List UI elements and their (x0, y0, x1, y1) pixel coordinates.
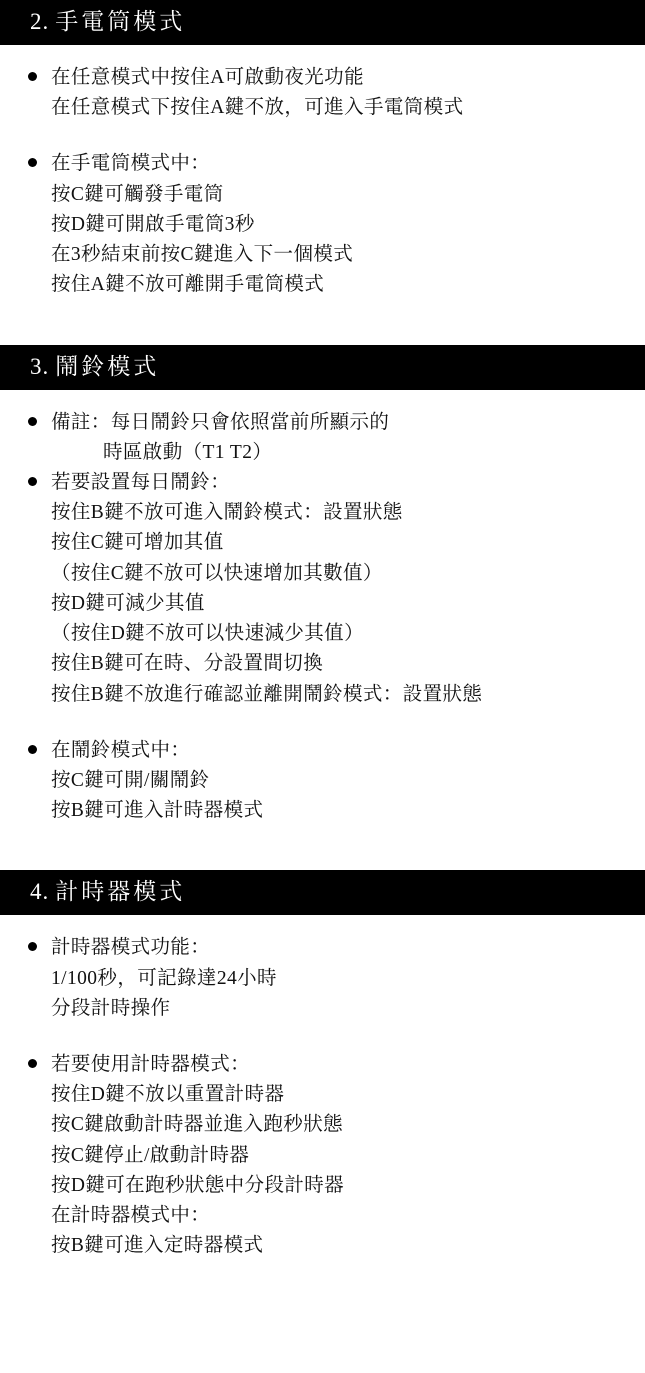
body-line: 按住C鍵可增加其值 (51, 532, 224, 554)
bullet-lines (51, 933, 627, 1024)
body-line: 在計時器模式中： (51, 1205, 211, 1227)
body-line: 按C鍵可觸發手電筒 (51, 183, 224, 205)
body-line: 在鬧鈴模式中： (51, 739, 191, 761)
bullet-lines (51, 468, 627, 710)
body-line: 按D鍵可開啟手電筒3秒 (51, 213, 255, 235)
bullet-group (28, 736, 627, 827)
section-header (0, 870, 645, 915)
section-stopwatch-mode (0, 870, 645, 1277)
bullet-lines (51, 1050, 627, 1262)
bullet-lines (51, 149, 627, 300)
body-line: 按C鍵停止/啟動計時器 (51, 1144, 250, 1166)
bullet-lines (51, 736, 627, 827)
body-line: 時區啟動（T1 T2） (103, 441, 273, 463)
section-number: 2. (30, 9, 50, 34)
section-header (0, 345, 645, 390)
body-line: 在3秒結束前按C鍵進入下一個模式 (51, 244, 354, 266)
body-line: 按住A鍵不放可離開手電筒模式 (51, 274, 325, 296)
body-line: 若要設置每日鬧鈴： (51, 471, 231, 493)
section-title: 計時器模式 (55, 879, 186, 905)
bullet-dot-icon (28, 1059, 37, 1068)
section-flashlight-mode (0, 0, 645, 345)
section-body (0, 915, 645, 1277)
section-header (0, 0, 645, 45)
bullet-group (28, 408, 627, 468)
body-line: 1/100秒，可記錄達24小時 (51, 967, 277, 989)
bullet-dot-icon (28, 158, 37, 167)
section-body (0, 45, 645, 345)
body-line: 按住D鍵不放以重置計時器 (51, 1084, 285, 1106)
section-number: 4. (30, 879, 50, 905)
bullet-group (28, 1050, 627, 1262)
bullet-dot-icon (28, 942, 37, 951)
body-line: （按住C鍵不放可以快速增加其數值） (51, 562, 383, 584)
body-line: 按C鍵啟動計時器並進入跑秒狀態 (51, 1114, 344, 1136)
section-title: 手電筒模式 (55, 9, 186, 34)
bullet-dot-icon (28, 417, 37, 426)
body-line: 分段計時操作 (51, 997, 171, 1019)
body-line: 備註：每日鬧鈴只會依照當前所顯示的 (51, 411, 390, 433)
bullet-dot-icon (28, 745, 37, 754)
body-line: 按住B鍵不放可進入鬧鈴模式：設置狀態 (51, 502, 403, 524)
bullet-group (28, 149, 627, 300)
section-body (0, 390, 645, 871)
bullet-group (28, 468, 627, 710)
body-line: 在手電筒模式中： (51, 153, 211, 175)
body-line: 在任意模式下按住A鍵不放，可進入手電筒模式 (51, 97, 464, 119)
section-number: 3. (30, 353, 50, 379)
body-line: （按住D鍵不放可以快速減少其值） (51, 623, 364, 645)
body-line: 按D鍵可在跑秒狀態中分段計時器 (51, 1174, 345, 1196)
body-line: 若要使用計時器模式： (51, 1054, 251, 1076)
body-line: 按住B鍵不放進行確認並離開鬧鈴模式：設置狀態 (51, 683, 483, 705)
section-alarm-mode (0, 345, 645, 871)
body-line: 在任意模式中按住A可啟動夜光功能 (51, 67, 364, 88)
bullet-group (28, 933, 627, 1024)
body-line: 按D鍵可減少其值 (51, 592, 205, 614)
bullet-dot-icon (28, 477, 37, 486)
body-line: 按C鍵可開/關鬧鈴 (51, 769, 210, 791)
section-title: 鬧鈴模式 (55, 353, 160, 379)
bullet-group (28, 63, 627, 123)
body-line: 計時器模式功能： (51, 937, 211, 959)
body-line: 按B鍵可進入計時器模式 (51, 800, 264, 822)
body-line: 按住B鍵可在時、分設置間切換 (51, 653, 324, 675)
bullet-lines (51, 63, 627, 123)
body-line: 按B鍵可進入定時器模式 (51, 1235, 264, 1257)
bullet-dot-icon (28, 72, 37, 81)
bullet-lines (51, 408, 627, 468)
